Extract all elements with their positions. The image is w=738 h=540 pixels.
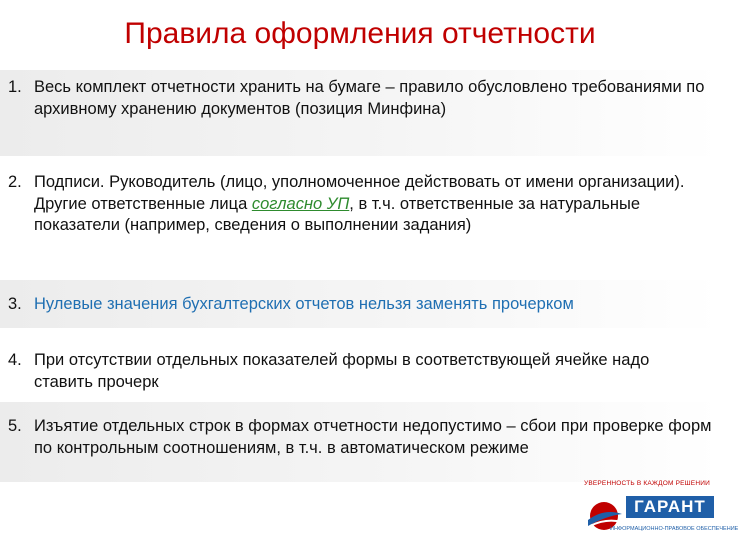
- item-text-cont: , в т.ч. ответственные за натуральные показатели (например, сведения о выполнении задания): [34, 194, 641, 234]
- item-number: 1.: [8, 78, 22, 96]
- item-text: Нулевые значения бухгалтерских отчетов нельзя заменять прочерком: [34, 295, 574, 313]
- highlight-link[interactable]: согласно УП: [251, 194, 350, 213]
- item-text: Весь комплект отчетности хранить на бумаге – правило обусловлено требованиями по архивному хранению документов (позиция Минфина): [34, 78, 705, 118]
- rules-list: [0, 70, 720, 482]
- item-text: Подписи. Руководитель (лицо, уполномоченное действовать от имени организации). Другие ответственные лица: [34, 173, 685, 213]
- logo-brand: ГАРАНТ: [626, 496, 714, 518]
- logo-slogan: УВЕРЕННОСТЬ В КАЖДОМ РЕШЕНИИ: [584, 480, 710, 487]
- item-text: Изъятие отдельных строк в формах отчетности недопустимо – сбои при проверке форм по контрольным соотношениям, в т.ч. в автоматическом режиме: [34, 417, 712, 457]
- slide-title: Правила оформления отчетности: [124, 17, 596, 50]
- item-number: 2.: [8, 173, 22, 191]
- item-text: При отсутствии отдельных показателей формы в соответствующей ячейке надо ставить прочерк: [34, 351, 650, 391]
- item-number: 3.: [8, 295, 22, 313]
- list-item-3: [0, 280, 720, 328]
- item-number: 5.: [8, 417, 22, 435]
- list-item-5: [0, 402, 720, 482]
- list-item-2: [0, 156, 720, 280]
- list-item-4: [0, 328, 720, 402]
- list-item-1: [0, 70, 720, 156]
- logo-tagline: ИНФОРМАЦИОННО-ПРАВОВОЕ ОБЕСПЕЧЕНИЕ: [610, 526, 738, 532]
- item-number: 4.: [8, 351, 22, 369]
